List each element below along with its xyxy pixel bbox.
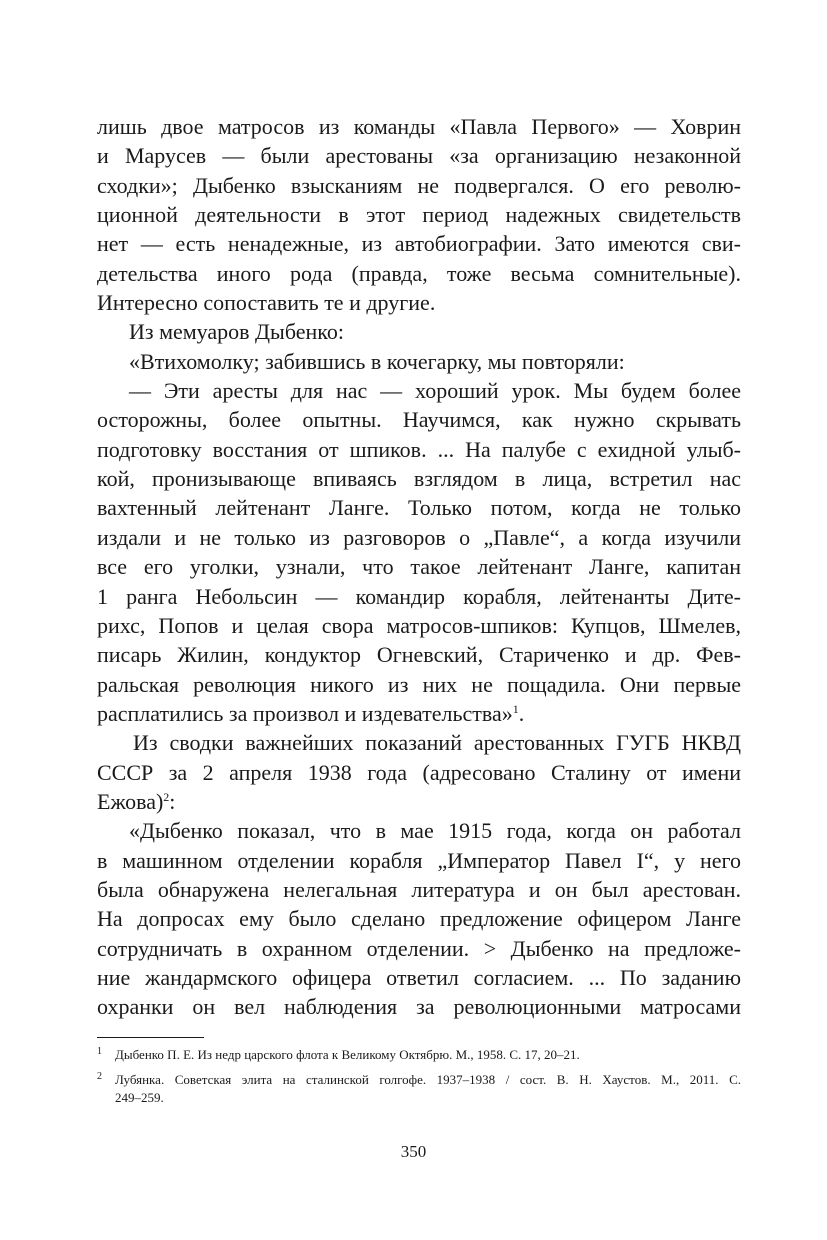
text-line: ральская революция никого из них не пощадила. Они первые: [97, 671, 741, 697]
text-line: «Дыбенко показал, что в мае 1915 года, когда он работал: [129, 818, 741, 844]
text-line: ние жандармского офицера ответил согласием. ... По заданию: [97, 964, 741, 990]
text-line: — Эти аресты для нас — хороший урок. Мы будем более: [129, 378, 741, 404]
text-line: подготовку восстания от шпиков. ... На палубе с ехидной улыб-: [97, 436, 741, 462]
text-line: Интересно сопоставить те и другие.: [97, 290, 436, 316]
text-line: нет — есть ненадежные, из автобиографии. Зато имеются сви-: [97, 231, 741, 257]
text-line: СССР за 2 апреля 1938 года (адресовано Сталину от имени: [97, 759, 741, 785]
footnote-separator: [97, 1037, 204, 1038]
text-line: сходки»; Дыбенко взысканиям не подвергался. О его револю-: [97, 172, 741, 198]
text-line: ционной деятельности в этот период надежных свидетельств: [97, 202, 741, 228]
text-line: вахтенный лейтенант Ланге. Только потом, когда не только: [97, 495, 741, 521]
page-number: 350: [400, 1142, 427, 1161]
text-line: была обнаружена нелегальная литература и он был арестован.: [97, 876, 741, 902]
text-line: издали и не только из разговоров о „Павле“, а когда изучили: [97, 524, 741, 550]
footnote-number: 2: [97, 1071, 102, 1082]
main-text: [97, 112, 741, 1022]
text-line: писарь Жилин, кондуктор Огневский, Стариченко и др. Фев-: [97, 642, 741, 668]
text-line: лишь двое матросов из команды «Павла Первого» — Ховрин: [97, 114, 741, 139]
footnote-text: Лубянка. Советская элита на сталинской голгофе. 1937–1938 / сост. В. Н. Хаустов. М., 2011. С.: [115, 1072, 741, 1087]
footnote-ref-2[interactable]: 2: [163, 789, 170, 804]
text-line: Из мемуаров Дыбенко:: [129, 319, 344, 345]
text-line-content: Ежова): [97, 788, 164, 814]
text-line: Из сводки важнейших показаний арестованных ГУГБ НКВД: [133, 730, 741, 756]
footnote-text: 249–259.: [115, 1090, 164, 1105]
text-line: «Втихомолку; забившись в кочегарку, мы повторяли:: [129, 348, 625, 374]
text-line: кой, пронизывающе впиваясь взглядом в лица, встретил нас: [97, 466, 741, 492]
text-line: 1 ранга Небольсин — командир корабля, лейтенанты Дите-: [97, 583, 741, 609]
text-line: На допросах ему было сделано предложение офицером Ланге: [97, 906, 741, 932]
text-line: детельства иного рода (правда, тоже весьма сомнительные).: [97, 260, 741, 286]
text-line-content: :: [169, 788, 176, 814]
text-line: осторожны, более опытны. Научимся, как нужно скрывать: [97, 407, 741, 433]
text-line: и Марусев — были арестованы «за организацию незаконной: [97, 143, 741, 169]
text-line-content: расплатились за произвол и издевательства»: [97, 700, 513, 726]
text-line: рихс, Попов и целая свора матросов-шпиков: Купцов, Шмелев,: [97, 612, 741, 638]
footnote-ref-1[interactable]: 1: [512, 701, 519, 716]
text-line: сотрудничать в охранном отделении. > Дыбенко на предложе-: [97, 935, 741, 961]
text-line: расплатились за произвол и издевательства»$^1$.: [97, 700, 525, 726]
text-line: все его уголки, узнали, что такое лейтенант Ланге, капитан: [97, 554, 741, 580]
text-line: [97, 787, 741, 816]
text-line: охранки он вел наблюдения за революционными матросами: [97, 994, 741, 1020]
footnote-text: Дыбенко П. Е. Из недр царского флота к Великому Октябрю. М., 1958. С. 17, 20–21.: [115, 1047, 580, 1062]
text-line: в машинном отделении корабля „Император Павел I“, у него: [97, 847, 741, 873]
footnote-1: [97, 1046, 741, 1064]
footnote-2: [97, 1071, 741, 1107]
footnote-number: 1: [97, 1046, 102, 1057]
